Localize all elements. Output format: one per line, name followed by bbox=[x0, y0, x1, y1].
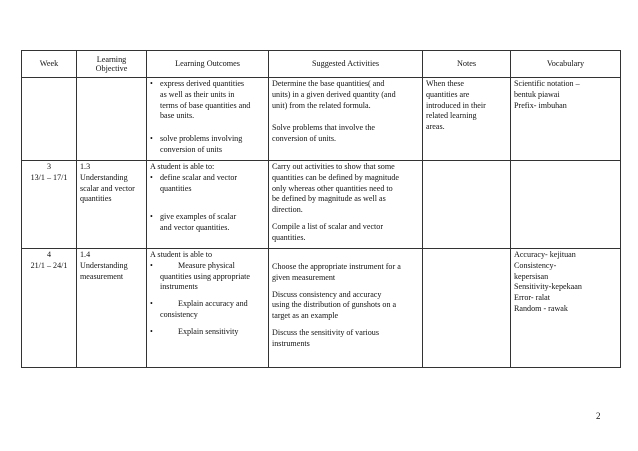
header-learning-objective: Learning Objective bbox=[77, 51, 147, 78]
list-item: • Measure physical bbox=[150, 260, 235, 270]
list-item: • give examples of scalar bbox=[150, 212, 237, 222]
scheme-of-work-table bbox=[21, 50, 621, 368]
header-vocabulary: Vocabulary bbox=[511, 51, 621, 78]
list-item: • define scalar and vector bbox=[150, 172, 238, 182]
vocabulary-cell: Scientific notation – bentuk piawai Prefix- imbuhan bbox=[511, 78, 621, 161]
objective-cell: 1.4 Understanding measurement bbox=[77, 249, 147, 368]
objective-cell: 1.3 Understanding scalar and vector quantities bbox=[77, 161, 147, 249]
header-learning-outcomes: Learning Outcomes bbox=[147, 51, 269, 78]
bullet-icon: • bbox=[150, 260, 153, 270]
header-row bbox=[22, 51, 621, 78]
activities-cell: Choose the appropriate instrument for a given measurement Discuss consistency and accuracy using the distribution of gunshots on a target as an example Discuss the sensitivity of various instruments bbox=[269, 249, 423, 368]
objective-cell bbox=[77, 78, 147, 161]
list-item: • Explain sensitivity bbox=[150, 326, 239, 336]
vocabulary-cell bbox=[511, 161, 621, 249]
bullet-icon: • bbox=[150, 299, 153, 308]
activities-cell: Carry out activities to show that some quantities can be defined by magnitude only whereas other quantities need to be defined by magnitude as well as direction. Compile a list of scalar and vector quantities. bbox=[269, 161, 423, 249]
week-cell: 3 13/1 – 17/1 bbox=[22, 161, 77, 249]
table-row bbox=[22, 78, 621, 161]
list-item: • Explain accuracy and bbox=[150, 299, 248, 308]
bullet-icon: • bbox=[150, 212, 153, 222]
outcomes-cell: A student is able to • Measure physical quantities using appropriate instruments • Explain accuracy and consistency • Explain sensitivity bbox=[147, 249, 269, 368]
week-cell bbox=[22, 78, 77, 161]
notes-cell: When these quantities are introduced in their related learning areas. bbox=[423, 78, 511, 161]
outcomes-cell: A student is able to: • define scalar and vector quantities • give examples of scalar and vector quantities. bbox=[147, 161, 269, 249]
activities-cell: Determine the base quantities( and units) in a given derived quantity (and unit) from the related formula. Solve problems that involve the conversion of units. bbox=[269, 78, 423, 161]
vocabulary-cell: Accuracy- kejituan Consistency- kepersisan Sensitivity-kepekaan Error- ralat Random - rawak bbox=[511, 249, 621, 368]
outcomes-cell: • express derived quantities as well as their units in terms of base quantities and base units. • solve problems involving conversion of units bbox=[147, 78, 269, 161]
bullet-icon: • bbox=[150, 326, 153, 336]
week-cell: 4 21/1 – 24/1 bbox=[22, 249, 77, 368]
bullet-icon: • bbox=[150, 134, 153, 143]
list-item: • solve problems involving bbox=[150, 134, 243, 143]
list-item: • express derived quantities bbox=[150, 79, 245, 88]
header-suggested-activities: Suggested Activities bbox=[269, 51, 423, 78]
notes-cell bbox=[423, 161, 511, 249]
page-number: 2 bbox=[596, 411, 601, 421]
header-notes: Notes bbox=[423, 51, 511, 78]
table-row bbox=[22, 249, 621, 368]
bullet-icon: • bbox=[150, 172, 153, 182]
table-row bbox=[22, 161, 621, 249]
header-week: Week bbox=[22, 51, 77, 78]
notes-cell bbox=[423, 249, 511, 368]
bullet-icon: • bbox=[150, 79, 153, 88]
